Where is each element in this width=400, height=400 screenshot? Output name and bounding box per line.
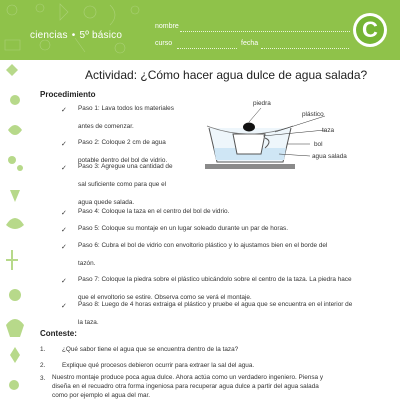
subject-grade — [30, 30, 122, 41]
step-line: potable dentro del bol de vidrio. — [78, 157, 168, 164]
check-icon: ✓ — [61, 107, 67, 114]
step-line: la taza. — [78, 319, 99, 326]
tree-icon — [6, 319, 24, 337]
step-5 — [78, 223, 288, 235]
subject-label: ciencias — [30, 30, 68, 41]
label-plastic: plástico — [302, 111, 324, 118]
worksheet-header — [0, 0, 400, 60]
label-stone: piedra — [253, 100, 271, 107]
question-number: 1. — [40, 346, 46, 353]
question-line: Nuestro montaje produce poca agua dulce. Ahora actúa como un verdadero ingeniero. Piensa y — [52, 374, 324, 381]
step-line: Paso 7: Coloque la piedra sobre el plástico ubicándolo sobre el centro de la taza. La piedra hace — [78, 276, 352, 283]
check-icon: ✓ — [61, 141, 67, 148]
leaf-icon — [6, 64, 18, 76]
name-field[interactable] — [180, 31, 350, 32]
flask-icon — [10, 190, 20, 202]
question-number: 3. — [40, 375, 46, 382]
step-line: Paso 3: Agregue una cantidad de — [78, 163, 173, 170]
label-cup: taza — [322, 127, 335, 134]
question-line: diseña en el recuadro otra forma ingeniosa para recuperar agua dulce a partir del agua salada — [52, 383, 319, 390]
planet-icon — [10, 95, 20, 105]
step-line: que el envoltorio se estire. Observa como se verá el montaje. — [78, 294, 252, 301]
cup — [233, 134, 265, 154]
procedure-heading: Procedimiento — [40, 90, 96, 99]
question-line: como por ejemplo el agua del mar. — [52, 392, 151, 399]
bird-icon — [6, 218, 24, 229]
distillation-diagram — [195, 94, 395, 180]
course-label: curso — [155, 40, 173, 47]
badge-letter: C — [356, 16, 384, 44]
check-icon: ✓ — [61, 278, 67, 285]
step-6 — [78, 240, 327, 270]
step-line: Paso 8: Luego de 4 horas extraiga el plástico y pruebe el agua que se encuentra en el interior de — [78, 301, 353, 308]
course-field[interactable] — [177, 48, 237, 49]
step-3 — [78, 161, 173, 209]
check-icon: ✓ — [61, 210, 67, 217]
activity-title: Actividad: ¿Cómo hacer agua dulce de agua salada? — [85, 68, 368, 82]
stone-pointer — [249, 108, 261, 122]
step-line: Paso 5: Coloque su montaje en un lugar soleado durante un par de horas. — [78, 225, 288, 232]
label-salt-water: agua salada — [312, 153, 347, 160]
subject-badge — [353, 13, 387, 47]
name-label: nombre — [155, 23, 179, 30]
step-line: sal suficiente como para que el — [78, 181, 167, 188]
step-line: agua quede salada. — [78, 199, 135, 206]
step-line: antes de comenzar. — [78, 123, 134, 130]
question-1 — [62, 344, 238, 356]
answer-heading: Conteste: — [40, 329, 77, 338]
question-3 — [52, 373, 323, 400]
plastic-pointer — [275, 116, 325, 132]
check-icon: ✓ — [61, 227, 67, 234]
base-plate — [205, 164, 295, 169]
sidebar-decoration — [0, 60, 30, 400]
step-1 — [78, 103, 174, 133]
step-line: Paso 6: Cubra el bol de vidrio con envoltorio plástico y lo ajustamos bien en el borde del — [78, 242, 328, 249]
crystal-icon — [10, 347, 20, 363]
separator-dot: • — [71, 30, 76, 41]
check-icon: ✓ — [61, 165, 67, 172]
step-line: Paso 2: Coloque 2 cm de agua — [78, 139, 166, 146]
date-field[interactable] — [261, 48, 349, 49]
date-label: fecha — [241, 40, 259, 47]
question-line: ¿Qué sabor tiene el agua que se encuentra dentro de la taza? — [62, 346, 239, 353]
step-line: tazón. — [78, 260, 96, 267]
leaf-icon — [8, 125, 22, 135]
sun-icon — [9, 289, 21, 301]
label-bowl: bol — [314, 141, 323, 148]
cell-icon — [9, 380, 19, 390]
question-line: Explique qué procesos debieron ocurrir para extraer la sal del agua. — [62, 362, 255, 369]
question-2 — [62, 360, 254, 372]
check-icon: ✓ — [61, 244, 67, 251]
stone — [243, 123, 255, 132]
question-number: 2. — [40, 362, 46, 369]
molecule-icon — [8, 156, 16, 164]
step-line: Paso 4: Coloque la taza en el centro del bol de vidrio. — [78, 208, 230, 215]
plant-icon — [6, 250, 18, 270]
step-line: Paso 1: Lava todos los materiales — [78, 105, 174, 112]
step-4 — [78, 206, 229, 218]
check-icon: ✓ — [61, 303, 67, 310]
grade-label: 5º básico — [79, 30, 123, 41]
step-8 — [78, 299, 352, 329]
